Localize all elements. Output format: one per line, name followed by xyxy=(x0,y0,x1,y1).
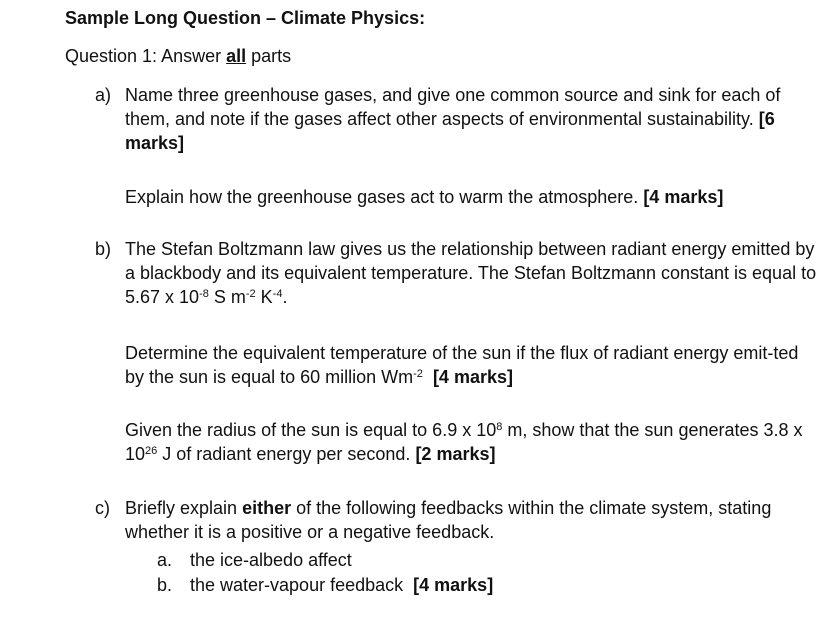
list-item xyxy=(190,548,352,572)
part-b-text-2: Determine the equivalent temperature of the sun if the flux of radiant energy emit-ted by the sun is equal to 60 million Wm xyxy=(125,343,799,387)
part-b-text-3: Given the radius of the sun is equal to 6.9 x 10 xyxy=(125,420,497,440)
list-item xyxy=(190,573,493,597)
part-b-paragraph-1 xyxy=(125,237,820,309)
part-b-text-3c: J of radiant energy per second. xyxy=(157,444,416,464)
part-a-text-1: Name three greenhouse gases, and give one common source and sink for each of them, and note if the gases affect other aspects of environmental sustainability. xyxy=(125,85,781,129)
unit-text: S m xyxy=(208,287,246,307)
punctuation: . xyxy=(282,287,288,307)
part-b-text-3b: m, show that the sun generates 3.8 x 10 xyxy=(125,420,803,464)
part-c-paragraph-1 xyxy=(125,496,820,544)
exponent: -2 xyxy=(245,288,256,300)
part-b-paragraph-3 xyxy=(125,418,820,466)
part-a-marks-2: [4 marks] xyxy=(643,187,724,207)
exponent: -4 xyxy=(272,288,283,300)
part-b-paragraph-2 xyxy=(125,341,800,389)
list-item-label: b. xyxy=(157,575,173,595)
question-suffix: parts xyxy=(246,46,292,66)
exponent: -2 xyxy=(413,368,423,380)
exponent: 8 xyxy=(496,421,503,433)
part-a-text-2: Explain how the greenhouse gases act to warm the atmosphere. xyxy=(125,187,644,207)
exponent: -8 xyxy=(199,288,209,300)
question-prefix: Question 1: Answer xyxy=(65,46,227,66)
exponent: 26 xyxy=(145,445,158,457)
part-c-text-post: of the following feedbacks within the climate system, stating whether it is a positive or a negative feedback. xyxy=(125,498,772,542)
part-b-label: b) xyxy=(95,239,112,259)
question-heading xyxy=(65,44,291,68)
part-b-marks-3: [2 marks] xyxy=(415,444,496,464)
list-item-marks: [4 marks] xyxy=(413,575,494,595)
part-c-emphasis: either xyxy=(242,498,292,518)
part-a-label: a) xyxy=(95,85,112,105)
list-item-text: the water-vapour feedback xyxy=(190,575,414,595)
part-a-paragraph-1 xyxy=(125,83,820,155)
list-item-label: a. xyxy=(157,550,173,570)
part-c-label: c) xyxy=(95,498,110,518)
part-b-text-1: The Stefan Boltzmann law gives us the relationship between radiant energy emitted by a blackbody and its equivalent temperature. The Stefan Boltzmann constant is equal to 5.67 x 10 xyxy=(125,239,817,307)
page-title: Sample Long Question – Climate Physics: xyxy=(65,8,426,28)
part-a-marks-1: [6 marks] xyxy=(125,109,775,153)
part-c-text-pre: Briefly explain xyxy=(125,498,243,518)
list-item-text: the ice-albedo affect xyxy=(190,550,352,570)
part-a-paragraph-2 xyxy=(125,185,820,209)
unit-text: K xyxy=(255,287,273,307)
part-b-marks-2: [4 marks] xyxy=(432,367,513,387)
question-emphasis: all xyxy=(226,46,247,66)
